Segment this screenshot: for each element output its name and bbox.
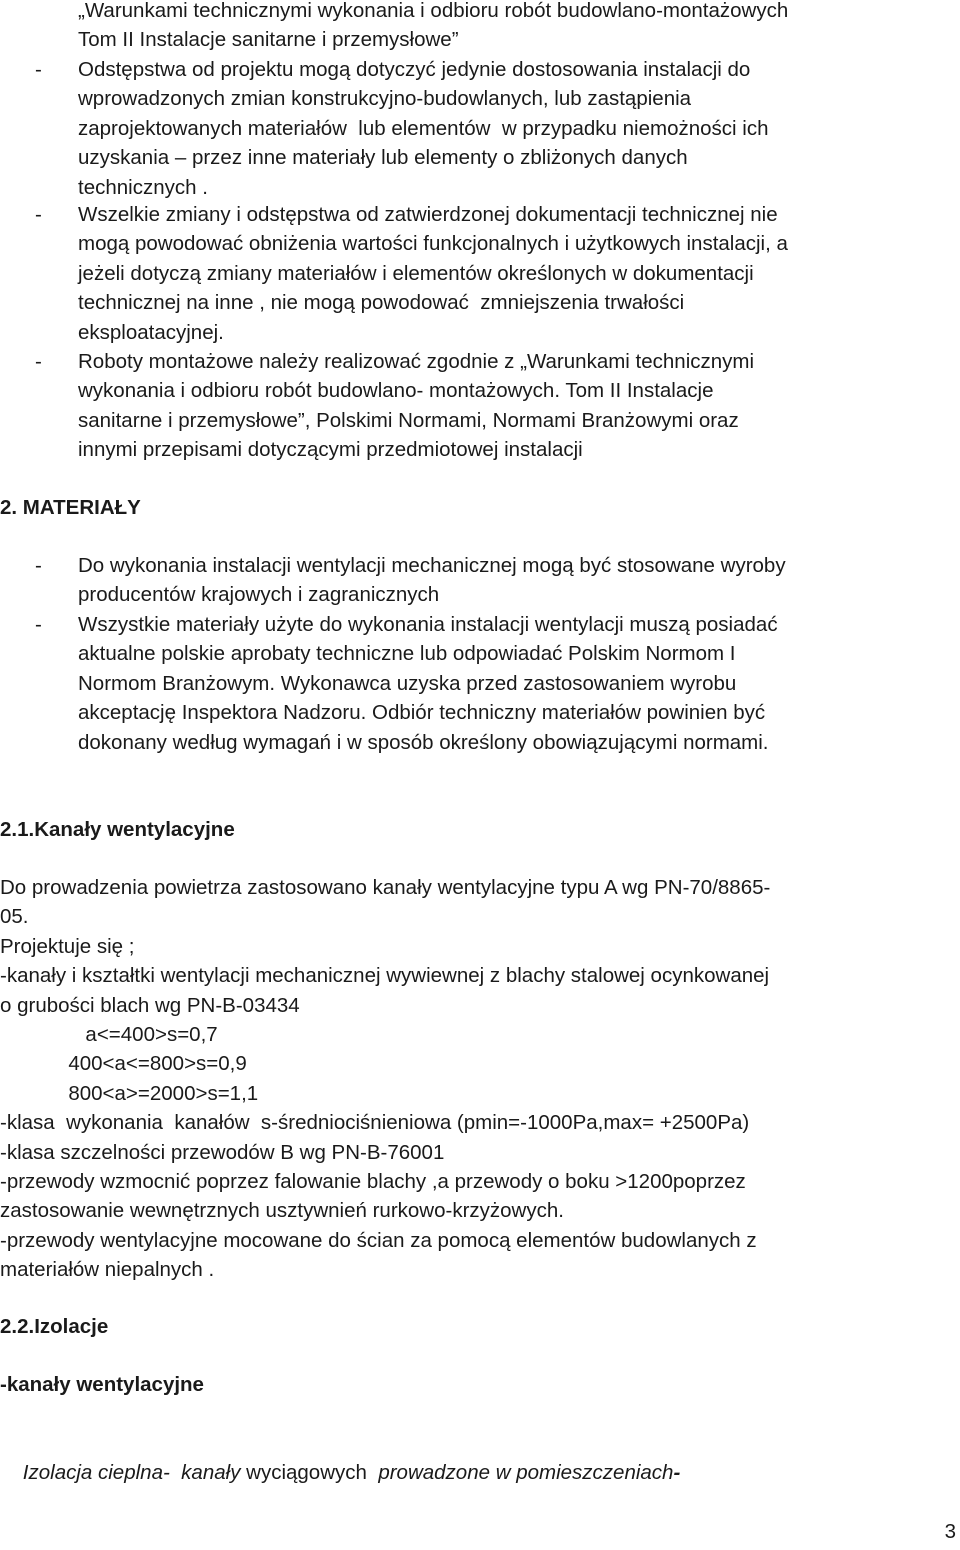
paragraph-line: o grubości blach wg PN-B-03434 [0,993,300,1017]
list-item-line: eksploatacyjnej. [78,320,224,344]
list-item-line: technicznej na inne , nie mogą powodować zmniejszenia trwałości [78,291,685,315]
list-item-line: jeżeli dotyczą zmiany materiałów i elementów określonych w dokumentacji [78,261,754,285]
list-item-line: mogą powodować obniżenia wartości funkcjonalnych i użytkowych instalacji, a [78,232,788,256]
insulation-text-italic: Izolacja cieplna- kanały [22,1461,241,1485]
paragraph-line: -klasa wykonania kanałów s-średniociśnieniowa (pmin=-1000Pa,max= +2500Pa) [0,1111,750,1135]
bullet-dash: - [35,58,42,81]
intro-line: „Warunkami technicznymi wykonania i odbioru robót budowlano-montażowych [78,0,789,22]
paragraph-line: -klasa szczelności przewodów B wg PN-B-76001 [0,1140,445,1164]
paragraph-line: -kanały i kształtki wentylacji mechanicznej wywiewnej z blachy stalowej ocynkowanej [0,964,770,988]
paragraph-line: 800<a>=2000>s=1,1 [0,1081,259,1105]
list-item-line: technicznych . [78,175,208,199]
bullet-dash: - [35,350,42,373]
list-item-line: innymi przepisami dotyczącymi przedmiotowej instalacji [78,438,583,462]
list-item-line: Odstępstwa od projektu mogą dotyczyć jedynie dostosowania instalacji do [78,58,751,81]
list-item-line: sanitarne i przemysłowe”, Polskimi Normami, Normami Branżowymi oraz [78,408,739,432]
list-item-line: aktualne polskie aprobaty techniczne lub odpowiadać Polskim Normom I [78,642,736,666]
page-number: 3 [944,1520,956,1543]
bullet-dash: - [35,203,42,226]
list-item-line: Normom Branżowym. Wykonawca uzyska przed zastosowaniem wyrobu [78,671,737,695]
list-item-line: uzyskania – przez inne materiały lub elementy o zbliżonych danych [78,146,688,170]
insulation-text-italic: prowadzone w pomieszczeniach [372,1461,674,1485]
subheading-ducts: -kanały wentylacyjne [0,1373,204,1396]
list-item-line: zaprojektowanych materiałów lub elementów w przypadku niemożności ich [78,116,769,140]
list-item-line: Do wykonania instalacji wentylacji mechanicznej mogą być stosowane wyroby [78,554,786,577]
paragraph-line: -przewody wentylacyjne mocowane do ścian za pomocą elementów budowlanych z [0,1228,757,1252]
bullet-dash: - [35,554,42,577]
section-heading-ducts: 2.1.Kanały wentylacyjne [0,818,235,841]
insulation-text-dash: - [673,1461,681,1485]
list-item-line: producentów krajowych i zagranicznych [78,583,440,607]
bullet-dash: - [35,613,42,636]
list-item-line: Roboty montażowe należy realizować zgodnie z „Warunkami technicznymi [78,350,755,373]
paragraph-line: Projektuje się ; [0,934,135,958]
list-item-line: Wszystkie materiały użyte do wykonania instalacji wentylacji muszą posiadać [78,613,778,636]
list-item-line: wprowadzonych zmian konstrukcyjno-budowlanych, lub zastąpienia [78,87,692,111]
insulation-line [0,1429,680,1517]
paragraph-line: materiałów niepalnych . [0,1258,215,1282]
section-heading-materials: 2. MATERIAŁY [0,496,141,519]
intro-line: Tom II Instalacje sanitarne i przemysłowe” [78,28,459,52]
paragraph-line: -przewody wzmocnić poprzez falowanie blachy ,a przewody o boku >1200poprzez [0,1170,746,1194]
ducts-paragraph [0,873,960,1285]
paragraph-line: 05. [0,905,29,929]
paragraph-line: a<=400>s=0,7 [0,1023,218,1047]
paragraph-line: 400<a<=800>s=0,9 [0,1052,247,1076]
list-item-line: dokonany według wymagań i w sposób określony obowiązującymi normami. [78,730,769,754]
paragraph-line: Do prowadzenia powietrza zastosowano kanały wentylacyjne typu A wg PN-70/8865- [0,876,771,899]
intro-paragraph [78,0,788,55]
list-item-line: Wszelkie zmiany i odstępstwa od zatwierdzonej dokumentacji technicznej nie [78,203,778,226]
section-heading-insulation: 2.2.Izolacje [0,1315,109,1338]
list-item-line: wykonania i odbioru robót budowlano- montażowych. Tom II Instalacje [78,379,714,403]
paragraph-line: zastosowanie wewnętrznych usztywnień rurkowo-krzyżowych. [0,1199,564,1223]
list-item-line: akceptację Inspektora Nadzoru. Odbiór techniczny materiałów powinien być [78,701,766,725]
insulation-text: wyciągowych [240,1461,373,1485]
